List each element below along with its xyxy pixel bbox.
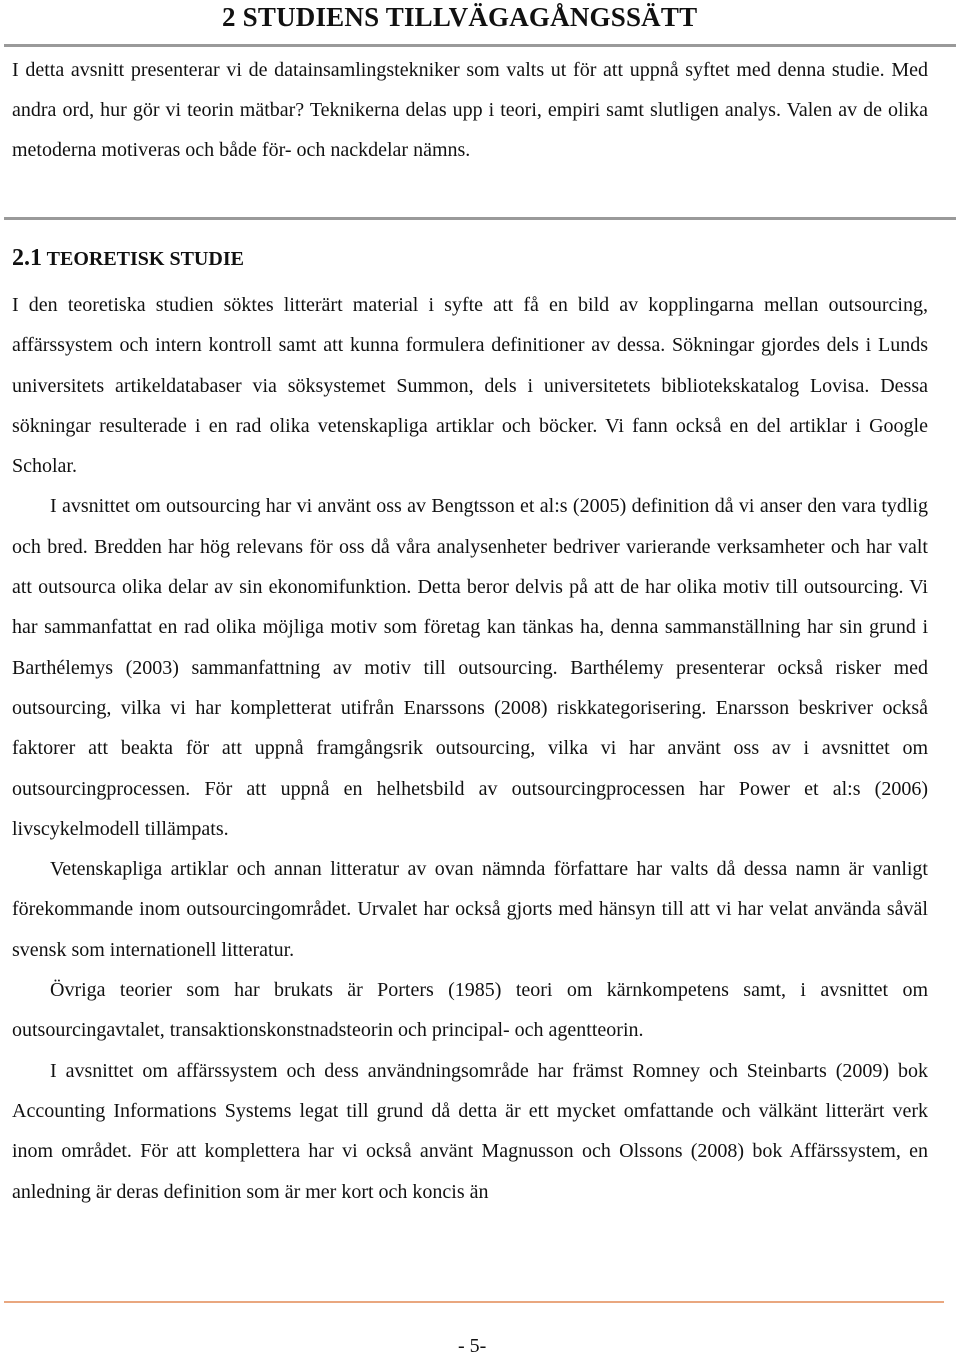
section-body <box>12 285 928 1212</box>
footer-divider <box>4 1301 944 1303</box>
section-number: 2.1 <box>12 245 42 271</box>
body-paragraph: I avsnittet om affärssystem och dess användningsområde har främst Romney och Steinbarts (2009) bok Accounting Informations Systems legat till grund då detta är ett mycket omfattande och välkänt litterärt verk inom området. För att komplettera har vi också använt Magnusson och Olssons (2008) bok Affärssystem, en anledning är deras definition som är mer kort och koncis än <box>12 1059 928 1203</box>
chapter-intro: I detta avsnitt presenterar vi de datainsamlingstekniker som valts ut för att uppnå syftet med denna studie. Med andra ord, hur gör vi teorin mätbar? Teknikerna delas upp i teori, empiri samt slutligen analys. Valen av de olika metoderna motiveras och både för- och nackdelar nämns. <box>12 59 928 161</box>
page-number: - 5- <box>458 1335 487 1357</box>
chapter-heading <box>222 2 697 33</box>
chapter-number: 2 <box>222 2 236 32</box>
body-paragraph: I avsnittet om outsourcing har vi använt oss av Bengtsson et al:s (2005) definition då vi anser den vara tydlig och bred. Bredden har hög relevans för oss då våra analysenheter bedriver varierande verksamheter och har valt att outsourca olika delar av sin ekonomifunktion. Detta beror delvis på att de har olika motiv till outsourcing. Vi har sammanfattat en rad olika möjliga motiv som företag kan tänkas ha, denna sammanställning har sin grund i Barthélemys (2003) sammanfattning av motiv till outsourcing. Barthélemy presenterar också risker med outsourcing, vilka vi har kompletterat utifrån Enarssons (2008) riskkategorisering. Enarsson beskriver också faktorer att beakta för att uppnå framgångsrik outsourcing, vilka vi har använt oss av i avsnittet om outsourcingprocessen. För att uppnå en helhetsbild av outsourcingprocessen har Power et al:s (2006) livscykelmodell tillämpats. <box>12 495 928 840</box>
section-title: TEORETISK STUDIE <box>46 248 244 270</box>
chapter-title: STUDIENS TILLVÄGAGÅNGSSÄTT <box>242 2 698 32</box>
body-paragraph: I den teoretiska studien söktes litterärt material i syfte att få en bild av kopplingarna mellan outsourcing, affärssystem och intern kontroll samt att kunna formulera definitioner av dessa. Sökningar gjordes dels i Lunds universitets artikeldatabaser via söksystemet Summon, dels i universitetets bibliotekskatalog Lovisa. Dessa sökningar resulterade i en rad olika vetenskapliga artiklar och böcker. Vi fann också en del artiklar i Google Scholar. <box>12 294 928 478</box>
section-heading <box>12 245 244 272</box>
heading-divider <box>4 44 956 47</box>
body-paragraph: Övriga teorier som har brukats är Porters (1985) teori om kärnkompetens samt, i avsnittet om outsourcingavtalet, transaktionskonstnadsteorin och principal- och agentteorin. <box>12 979 928 1042</box>
intro-divider <box>4 217 956 220</box>
body-paragraph: Vetenskapliga artiklar och annan litteratur av ovan nämnda författare har valts då dessa namn är vanligt förekommande inom outsourcingområdet. Urvalet har också gjorts med hänsyn till att vi har velat använda såväl svensk som internationell litteratur. <box>12 858 928 961</box>
